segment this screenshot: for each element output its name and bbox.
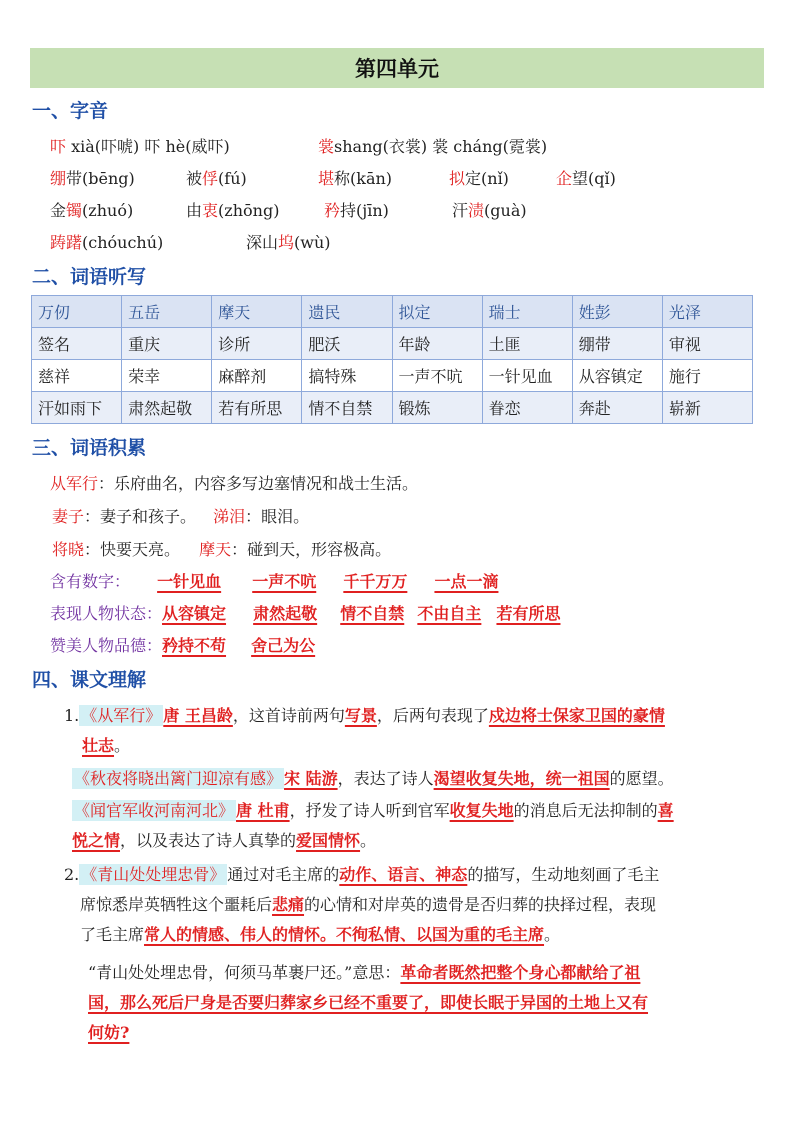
table-cell: 情不自禁: [302, 392, 392, 424]
table-cell: 一针见血: [482, 360, 572, 392]
term-definition: 将晓：快要天亮。 摩天：碰到天，形容极高。: [52, 540, 392, 559]
table-cell: 锻炼: [392, 392, 482, 424]
table-cell: 从容镇定: [572, 360, 662, 392]
pinyin-item: 拟定(nǐ): [449, 169, 509, 188]
term-definition: 妻子：妻子和孩子。 涕泪：眼泪。: [52, 507, 310, 526]
lesson-paragraph-2: 《秋夜将晓出篱门迎凉有感》 宋 陆游，表达了诗人渴望收复失地，统一祖国的愿望。: [74, 769, 674, 788]
pinyin-item: 堪称(kān): [318, 169, 393, 188]
pinyin-item: 被俘(fú): [186, 169, 247, 188]
pinyin-item: 企望(qǐ): [556, 169, 616, 188]
table-cell: 眷恋: [482, 392, 572, 424]
section-title-accumulation: 三、词语积累: [32, 437, 147, 459]
table-cell: 瑞士: [482, 296, 572, 328]
unit-title-banner: [30, 48, 764, 88]
table-cell: 土匪: [482, 328, 572, 360]
table-cell: 奔赴: [572, 392, 662, 424]
table-cell: 慈祥: [32, 360, 122, 392]
table-cell: 诊所: [212, 328, 302, 360]
table-cell: 拟定: [392, 296, 482, 328]
table-cell: 崭新: [662, 392, 752, 424]
table-cell: 姓彭: [572, 296, 662, 328]
table-row: [32, 392, 753, 424]
lesson-paragraph-1: 1. 《从军行》 唐 王昌龄，这首诗前两句写景，后两句表现了戍边将士保家卫国的豪情 壮志。: [64, 706, 665, 755]
table-cell: 万仞: [32, 296, 122, 328]
table-cell: 审视: [662, 328, 752, 360]
table-cell: 摩天: [212, 296, 302, 328]
lesson-paragraph-5: “青山处处埋忠骨，何须马革裹尸还。”意思：革命者既然把整个身心都献给了祖 国，那么死后尸身是否要归葬家乡已经不重要了，即使长眠于异国的土地上又有 何妨?: [88, 963, 649, 1042]
table-cell: 年龄: [392, 328, 482, 360]
section-title-comprehension: 四、课文理解: [32, 669, 147, 691]
pinyin-item: 踌躇(chóuchú): [50, 233, 164, 252]
table-cell: 荣幸: [122, 360, 212, 392]
table-cell: 五岳: [122, 296, 212, 328]
pinyin-item: 矜持(jīn): [324, 201, 389, 220]
vocab-table: [31, 295, 753, 424]
pinyin-item: 深山坞(wù): [246, 233, 331, 252]
table-cell: 汗如雨下: [32, 392, 122, 424]
table-cell: 光泽: [662, 296, 752, 328]
table-cell: 签名: [32, 328, 122, 360]
table-cell: 肃然起敬: [122, 392, 212, 424]
unit-title: 第四单元: [355, 56, 439, 81]
table-cell: 肥沃: [302, 328, 392, 360]
table-cell: 麻醉剂: [212, 360, 302, 392]
table-cell: 一声不吭: [392, 360, 482, 392]
pinyin-item: 由衷(zhōng): [186, 201, 280, 220]
pinyin-item: 绷带(bēng): [50, 169, 135, 188]
term-definition: 从军行：乐府曲名，内容多写边塞情况和战士生活。: [50, 474, 419, 493]
table-row: [32, 360, 753, 392]
table-cell: 重庆: [122, 328, 212, 360]
lesson-paragraph-3: 《闻官军收河南河北》 唐 杜甫，抒发了诗人听到官军收复失地的消息后无法抑制的喜 悦之情，以及表达了诗人真挚的爱国情怀。: [72, 801, 674, 850]
table-cell: 若有所思: [212, 392, 302, 424]
table-row: [32, 296, 753, 328]
table-row: [32, 328, 753, 360]
lesson-paragraph-4: 2. 《青山处处埋忠骨》 通过对毛主席的动作、语言、神态的描写，生动地刻画了毛主 席惊悉岸英牺牲这个噩耗后悲痛的心情和对岸英的遗骨是否归葬的抉择过程，表现 了毛主席常人的情感、伟人的情怀。不徇私情、以国为重的毛主席。: [64, 865, 660, 944]
table-cell: 搞特殊: [302, 360, 392, 392]
pinyin-item: 汗渍(guà): [452, 201, 527, 220]
word-group-virtues: 赞美人物品德：矜持不苟 舍己为公: [50, 636, 316, 655]
table-cell: 遗民: [302, 296, 392, 328]
pinyin-item: 吓 xià(吓唬) 吓 hè(威吓): [50, 137, 230, 156]
section-title-pronunciation: 一、字音: [32, 100, 109, 122]
pinyin-item: 裳shang(衣裳) 裳 cháng(霓裳): [318, 137, 548, 156]
pinyin-item: 金镯(zhuó): [50, 201, 134, 220]
table-cell: 施行: [662, 360, 752, 392]
table-cell: 绷带: [572, 328, 662, 360]
word-group-numbers: 含有数字： 一针见血 一声不吭 千千万万 一点一滴: [50, 572, 499, 591]
section-title-dictation: 二、词语听写: [32, 266, 147, 288]
word-group-states: 表现人物状态：从容镇定 肃然起敬 情不自禁 不由自主 若有所思: [50, 604, 561, 623]
